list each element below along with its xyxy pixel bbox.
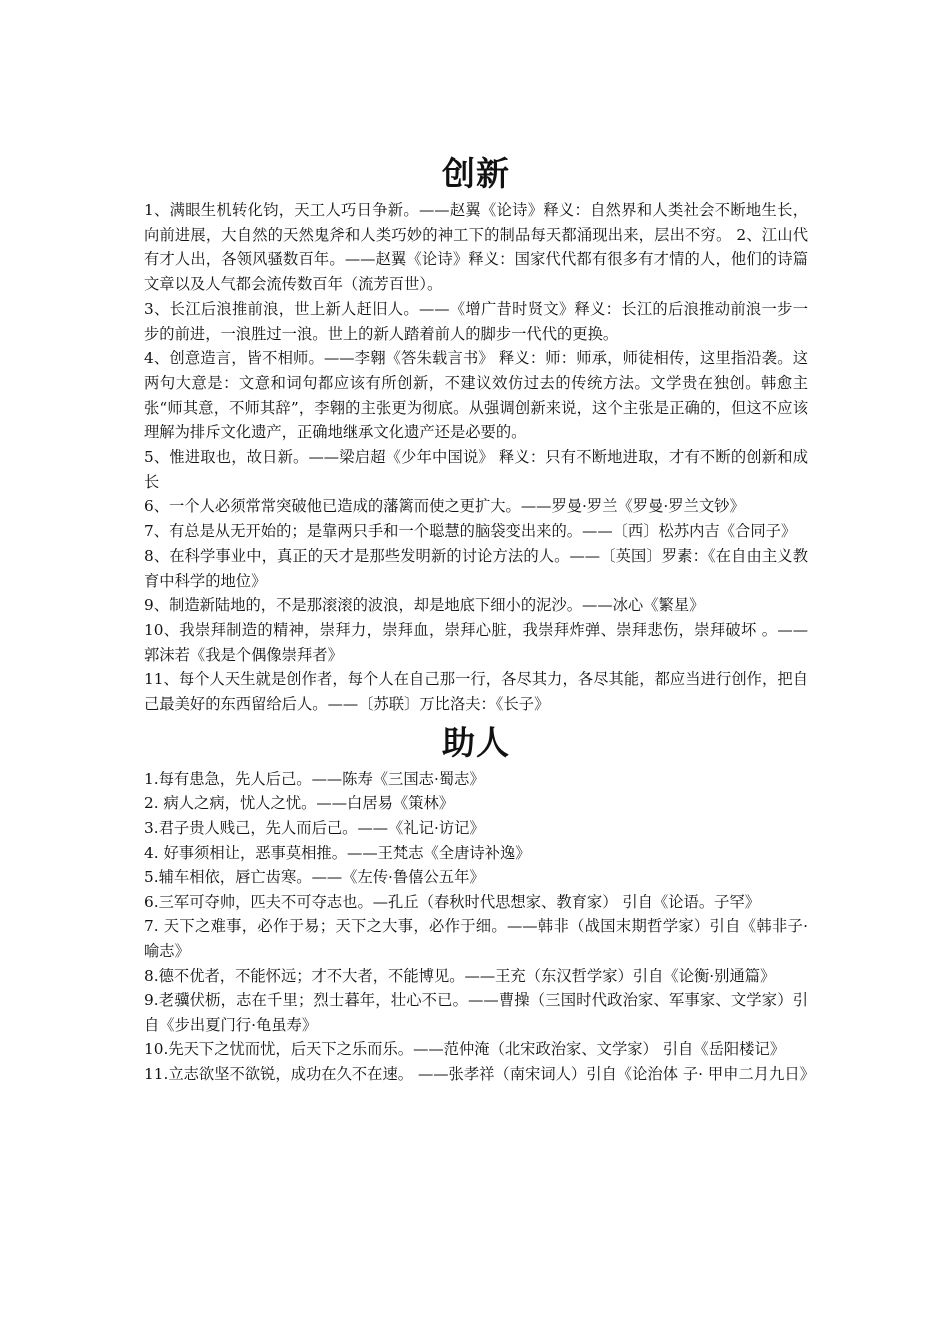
list-item: 4、创意造言，皆不相师。——李翱《答朱载言书》 释义：师：师承，师徒相传，这里指沿袭。这两句大意是：文意和词句都应该有所创新，不建议效仿过去的传统方法。文学贵在独创。韩愈主张“师其意，不师其辞”，李翱的主张更为彻底。从强调创新来说，这个主张是正确的，但这不应该理解为排斥文化遗产，正确地继承文化遗产还是必要的。 — [144, 349, 808, 442]
list-item: 7、有总是从无开始的；是靠两只手和一个聪慧的脑袋变出来的。——〔西〕松苏内吉《合同子》 — [144, 522, 797, 541]
list-item: 4. 好事须相让，恶事莫相推。——王梵志《全唐诗补逸》 — [144, 843, 531, 862]
list-item: 3.君子贵人贱己，先人而后己。——《礼记·访记》 — [144, 818, 485, 837]
list-item: 2. 病人之病，忧人之忧。——白居易《策林》 — [144, 794, 455, 813]
section-title-innovation: 创新 — [442, 154, 510, 193]
section-title-helping-others: 助人 — [442, 722, 510, 762]
list-item: 5、惟进取也，故日新。——梁启超《少年中国说》 释义：只有不断地进取，才有不断的创新和成长 — [144, 448, 808, 491]
list-item: 10.先天下之忧而忧，后天下之乐而乐。——范仲淹（北宋政治家、文学家） 引自《岳阳楼记》 — [144, 1040, 786, 1059]
list-item: 9、制造新陆地的，不是那滚滚的波浪，却是地底下细小的泥沙。——冰心《繁星》 — [144, 596, 705, 615]
list-item: 9.老骥伏枥，志在千里；烈士暮年，壮心不已。——曹操（三国时代政治家、军事家、文学家）引自《步出夏门行·龟虽寿》 — [144, 991, 808, 1034]
list-item: 8.德不优者，不能怀远；才不大者，不能博见。——王充（东汉哲学家）引自《论衡·别通篇》 — [144, 966, 776, 985]
quote-list-innovation — [144, 198, 808, 717]
list-item: 7. 天下之难事，必作于易；天下之大事，必作于细。——韩非（战国末期哲学家）引自《韩非子·喻志》 — [144, 917, 808, 960]
list-item: 1、满眼生机转化钧，天工人巧日争新。——赵翼《论诗》释义：自然界和人类社会不断地生长，向前进展，大自然的天然鬼斧和人类巧妙的神工下的制品每天都涌现出来，层出不穷。 2、江山代有才人出，各领风骚数百年。——赵翼《论诗》释义：国家代代都有很多有才情的人，他们的诗篇文章以及人气都会流传数百年（流芳百世）。 — [144, 201, 808, 294]
list-item: 1.每有患急，先人后己。——陈寿《三国志·蜀志》 — [144, 769, 485, 788]
list-item: 5.辅车相依，唇亡齿寒。——《左传·鲁僖公五年》 — [144, 868, 485, 887]
list-item: 11、每个人天生就是创作者，每个人在自己那一行，各尽其力，各尽其能，都应当进行创作，把自己最美好的东西留给后人。——〔苏联〕万比洛夫：《长子》 — [144, 670, 808, 714]
document-content — [144, 150, 815, 1086]
quote-list-helping-others — [144, 767, 815, 1087]
list-item: 6、一个人必须常常突破他已造成的藩篱而使之更扩大。——罗曼·罗兰《罗曼·罗兰文钞》 — [144, 497, 745, 516]
list-item: 6.三军可夺帅，匹夫不可夺志也。—孔丘（春秋时代思想家、教育家） 引自《论语。子罕》 — [144, 892, 761, 911]
list-item: 8、在科学事业中，真正的天才是那些发明新的讨论方法的人。——〔英国〕罗素：《在自由主义教育中科学的地位》 — [144, 546, 808, 590]
list-item: 3、长江后浪推前浪，世上新人赶旧人。——《增广昔时贤文》释义：长江的后浪推动前浪一步一步的前进，一浪胜过一浪。世上的新人踏着前人的脚步一代代的更换。 — [144, 299, 808, 343]
list-item: 10、我崇拜制造的精神，崇拜力，崇拜血，崇拜心脏，我崇拜炸弹、崇拜悲伤，崇拜破坏 。——郭沫若《我是个偶像崇拜者》 — [144, 620, 808, 664]
list-item: 11.立志欲坚不欲锐，成功在久不在速。 ——张孝祥（南宋词人）引自《论治体 子· 甲申二月九日》 — [144, 1064, 815, 1083]
